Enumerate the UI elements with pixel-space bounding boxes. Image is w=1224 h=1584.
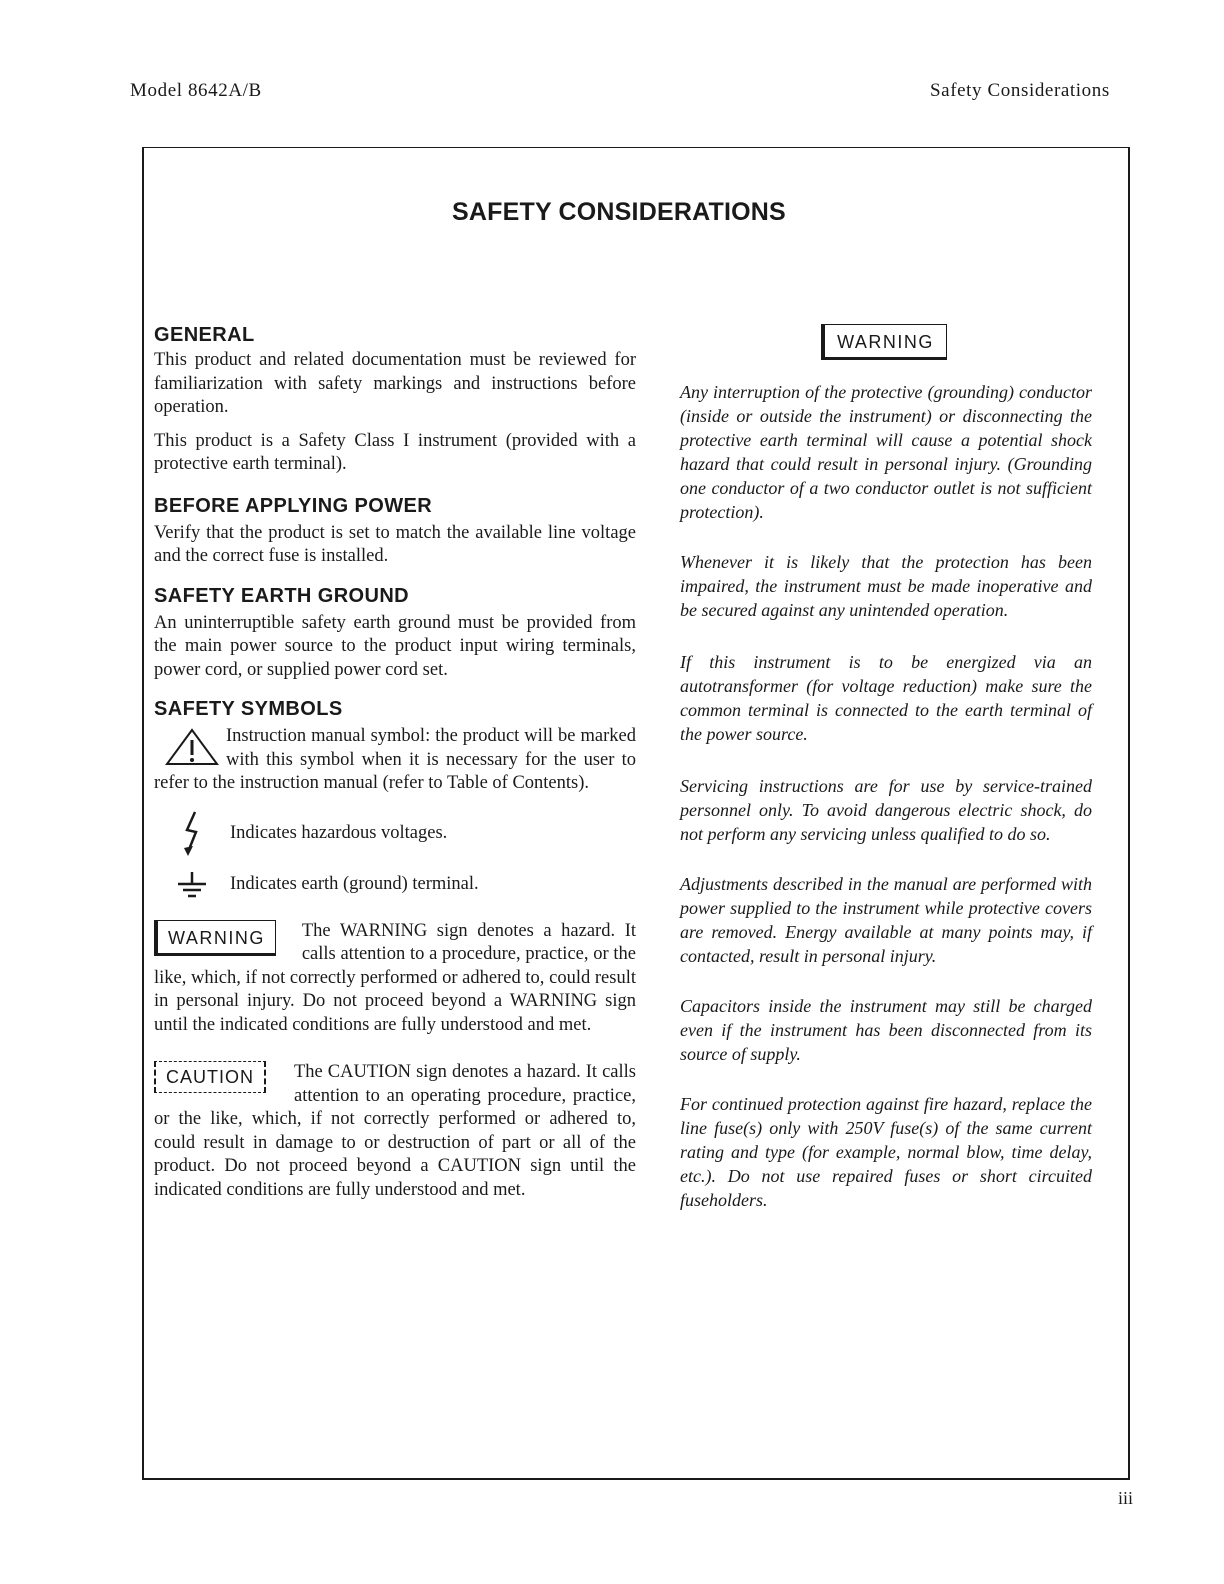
symbols-heading: SAFETY SYMBOLS (154, 698, 343, 720)
hazard-text: Indicates hazardous voltages. (230, 823, 448, 843)
caution-sign-block (154, 1061, 636, 1202)
page-title: SAFETY CONSIDERATIONS (452, 198, 786, 226)
power-heading: BEFORE APPLYING POWER (154, 494, 433, 517)
earth-text: Indicates earth (ground) terminal. (230, 874, 479, 894)
warning-sign-text: The WARNING sign denotes a hazard. It calls attention to a procedure, practice, or the like, which, if not correctly performed or adhered to, could result in personal injury. Do not proceed beyond a WARNING sign until the indicated conditions are fully understood and met. (154, 920, 636, 1035)
warning-sign-block (154, 920, 636, 1038)
general-paragraph-2: This product is a Safety Class I instrument (provided with a protective earth terminal). (154, 430, 636, 474)
power-paragraph: Verify that the product is set to match the available line voltage and the correct fuse is installed. (154, 522, 636, 566)
header-section: Safety Considerations (930, 80, 1110, 101)
manual-symbol-block (154, 725, 636, 796)
warning-sign-badge: WARNING (154, 920, 276, 956)
ground-paragraph: An uninterruptible safety earth ground must be provided from the main power source to the product input wiring terminals, power cord, or supplied power cord set. (154, 612, 636, 680)
warning-paragraph-5: Adjustments described in the manual are performed with power supplied to the instrument while protective covers are removed. Energy available at many points may, if contacted, result in personal injury. (680, 874, 1092, 966)
general-paragraph-1: This product and related documentation must be reviewed for familiarization with safety markings and instructions before operation. (154, 350, 636, 417)
warning-paragraph-6: Capacitors inside the instrument may still be charged even if the instrument has been disconnected from its source of supply. (680, 996, 1092, 1064)
hazard-row (154, 810, 636, 858)
warning-paragraph-2: Whenever it is likely that the protection has been impaired, the instrument must be made inoperative and be secured against any unintended operation. (680, 552, 1092, 620)
left-column (154, 324, 636, 1202)
right-column (680, 324, 1092, 1212)
warning-paragraph-7: For continued protection against fire hazard, replace the line fuse(s) only with 250V fuse(s) of the same current rating and type (for example, normal blow, time delay, etc.). Do not use repaired fuses or short circuited fuseholders. (680, 1094, 1092, 1210)
caution-sign-text: The CAUTION sign denotes a hazard. It calls attention to an operating procedure, practice, or the like, which, if not correctly performed or adhered to, could result in damage to or destruction of part or all of the product. Do not proceed beyond a CAUTION sign until the indicated conditions are fully understood and met. (154, 1062, 636, 1200)
warning-paragraph-1: Any interruption of the protective (grounding) conductor (inside or outside the instrument) or disconnecting the protective earth terminal will cause a potential shock hazard that could result in personal injury. (Grounding one conductor of a two conductor outlet is not sufficient protection). (680, 382, 1092, 522)
manual-symbol-text: Instruction manual symbol: the product will be marked with this symbol when it is necessary for the user to refer to the instruction manual (refer to Table of Contents). (154, 726, 636, 793)
caution-sign-badge: CAUTION (154, 1061, 266, 1093)
header-model: Model 8642A/B (130, 80, 262, 101)
warning-paragraph-4: Servicing instructions are for use by service-trained personnel only. To avoid dangerous electric shock, do not perform any servicing unless qualified to do so. (680, 776, 1092, 844)
lightning-bolt-icon (154, 810, 230, 858)
warning-paragraph-3: If this instrument is to be energized via an autotransformer (for voltage reduction) make sure the common terminal is connected to the earth terminal of the power source. (680, 652, 1092, 744)
earth-ground-icon (154, 870, 230, 900)
ground-heading: SAFETY EARTH GROUND (154, 584, 410, 607)
warning-badge: WARNING (821, 324, 947, 360)
earth-row (154, 870, 636, 900)
caution-triangle-icon (164, 727, 220, 772)
page-number: iii (1118, 1488, 1134, 1508)
general-heading: GENERAL (154, 324, 255, 346)
